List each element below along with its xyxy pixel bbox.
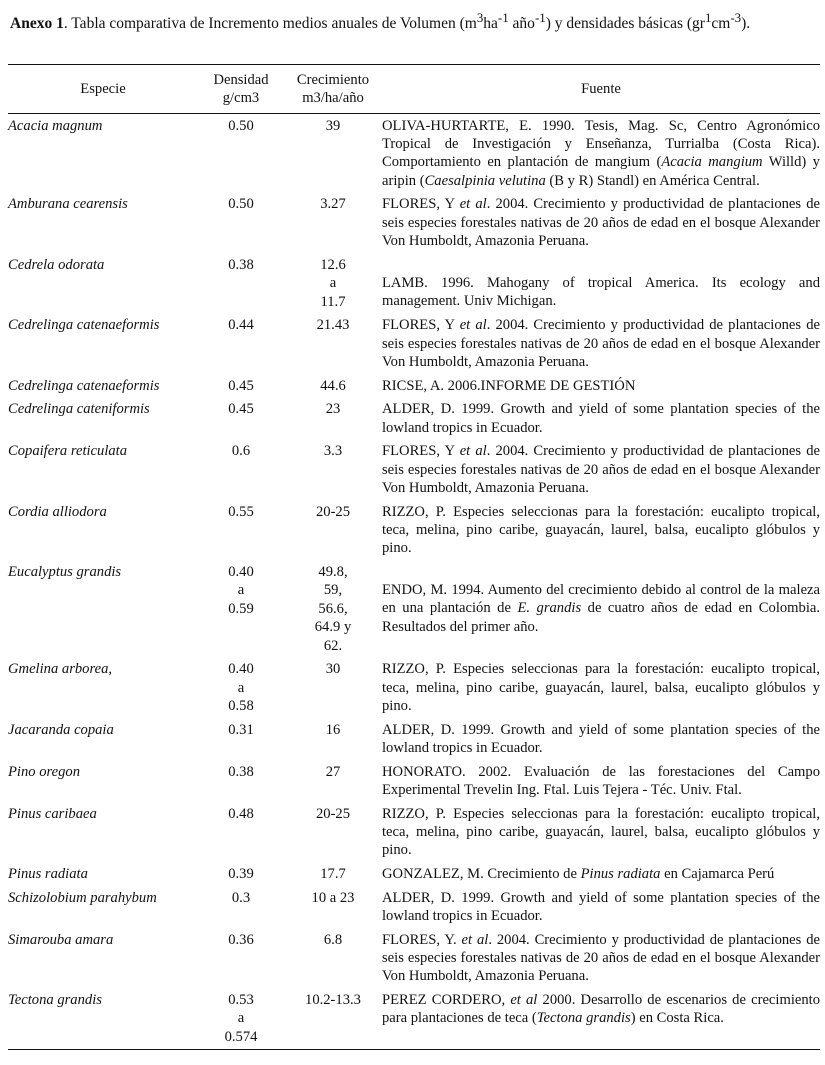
cell-especie: Cedrelinga cateniformis bbox=[8, 401, 150, 418]
caption-sup: 3 bbox=[476, 10, 484, 25]
table-row bbox=[8, 193, 820, 253]
crecimiento-value: 17.7 bbox=[320, 866, 346, 883]
header-fuente-label: Fuente bbox=[581, 80, 621, 97]
cell-densidad bbox=[198, 440, 284, 500]
densidad-value: 0.45 bbox=[228, 401, 254, 418]
densidad-value: a bbox=[237, 582, 245, 599]
cell-densidad bbox=[198, 500, 284, 560]
fuente-text: FLORES, Y bbox=[382, 196, 460, 213]
fuente-text: ENDO, M. 1994. Aumento del crecimiento debido al control de la maleza en una plantación de bbox=[382, 582, 820, 617]
cell-fuente bbox=[382, 193, 820, 253]
table-row bbox=[8, 760, 820, 802]
cell-densidad bbox=[198, 928, 284, 988]
fuente-text: FLORES, Y. bbox=[382, 931, 462, 948]
crecimiento-value: 59, bbox=[323, 582, 343, 599]
caption-sup: -3 bbox=[730, 10, 742, 25]
crecimiento-value: a bbox=[329, 275, 337, 292]
cell-densidad bbox=[198, 988, 284, 1049]
fuente-italic-text: et al bbox=[459, 317, 487, 334]
cell-especie: Pino oregon bbox=[8, 763, 81, 780]
table-row bbox=[8, 886, 820, 928]
header-densidad bbox=[198, 65, 284, 114]
fuente-italic-text: et al bbox=[461, 931, 489, 948]
table-header-row bbox=[8, 65, 820, 114]
densidad-value: 0.3 bbox=[231, 889, 251, 906]
densidad-value: 0.59 bbox=[228, 600, 254, 617]
cell-densidad bbox=[198, 886, 284, 928]
cell-especie: Simarouba amara bbox=[8, 931, 114, 948]
densidad-value: 0.45 bbox=[228, 377, 254, 394]
header-densidad-unit: g/cm3 bbox=[222, 90, 260, 106]
densidad-value: 0.53 bbox=[228, 992, 254, 1009]
table-row bbox=[8, 500, 820, 560]
table-row bbox=[8, 253, 820, 313]
cell-crecimiento bbox=[284, 500, 382, 560]
fuente-text: HONORATO. 2002. Evaluación de las forestaciones del Campo Experimental Trevelin Ing. Ftal. Luis Tejera - Téc. Univ. Ftal. bbox=[382, 763, 820, 799]
cell-fuente bbox=[382, 253, 820, 313]
fuente-spacer bbox=[382, 563, 820, 581]
fuente-italic-text: et al bbox=[510, 992, 538, 1009]
cell-especie: Cedrelinga catenaeformis bbox=[8, 377, 160, 394]
crecimiento-value: 16 bbox=[325, 721, 341, 738]
header-especie-label: Especie bbox=[80, 80, 126, 97]
table-row bbox=[8, 440, 820, 500]
cell-fuente bbox=[382, 802, 820, 862]
fuente-italic-text: E. grandis bbox=[517, 600, 582, 617]
cell-crecimiento bbox=[284, 886, 382, 928]
table-row bbox=[8, 374, 820, 398]
caption-sup: -1 bbox=[497, 10, 509, 25]
crecimiento-value: 20-25 bbox=[315, 805, 351, 822]
densidad-value: 0.50 bbox=[228, 117, 254, 134]
table-row bbox=[8, 988, 820, 1049]
fuente-text: RIZZO, P. Especies seleccionas para la forestación: eucalipto tropical, teca, melina, pino caribe, guayacán, laurel, balsa, eucalipto glóbulos y pino. bbox=[382, 661, 820, 715]
table-body bbox=[8, 114, 820, 1050]
cell-fuente bbox=[382, 862, 820, 886]
cell-densidad bbox=[198, 114, 284, 193]
cell-fuente bbox=[382, 314, 820, 374]
cell-densidad bbox=[198, 560, 284, 657]
fuente-italic-text: Acacia mangium bbox=[661, 154, 763, 171]
cell-fuente bbox=[382, 114, 820, 193]
fuente-text: FLORES, Y bbox=[382, 443, 460, 460]
densidad-value: 0.38 bbox=[228, 256, 254, 273]
crecimiento-value: 23 bbox=[325, 401, 341, 418]
fuente-text: OLIVA-HURTARTE, E. 1990. Tesis, Mag. Sc, Centro Agronómico Tropical de Investigación y Enseñanza, Turrialba (Costa Rica). Comportamiento en plantación de mangium ( bbox=[382, 117, 820, 171]
caption-label: Anexo 1 bbox=[10, 15, 64, 33]
comparison-table bbox=[8, 64, 820, 1050]
fuente-text: GONZALEZ, M. Crecimiento de bbox=[382, 866, 581, 883]
fuente-spacer bbox=[382, 256, 820, 274]
header-crecimiento bbox=[284, 65, 382, 114]
densidad-value: a bbox=[237, 1010, 245, 1027]
fuente-text: . 2004. Crecimiento y productividad de plantaciones de seis especies forestales nativas de 20 años de edad en el bosque Alexander Von Humboldt, Amazonia Peruana. bbox=[382, 931, 820, 985]
crecimiento-value: 12.6 bbox=[320, 256, 346, 273]
fuente-text: FLORES, Y bbox=[382, 317, 460, 334]
cell-densidad bbox=[198, 193, 284, 253]
crecimiento-value: 56.6, bbox=[318, 600, 348, 617]
densidad-value: 0.55 bbox=[228, 503, 254, 520]
cell-fuente bbox=[382, 928, 820, 988]
cell-especie: Cedrela odorata bbox=[8, 256, 105, 273]
cell-fuente bbox=[382, 658, 820, 718]
cell-especie: Cedrelinga catenaeformis bbox=[8, 317, 160, 334]
fuente-text: PEREZ CORDERO, bbox=[382, 992, 511, 1009]
densidad-value: 0.574 bbox=[224, 1028, 258, 1045]
caption-text: año bbox=[508, 15, 535, 33]
cell-densidad bbox=[198, 398, 284, 440]
cell-especie: Copaifera reticulata bbox=[8, 443, 128, 460]
table-row bbox=[8, 114, 820, 193]
cell-crecimiento bbox=[284, 988, 382, 1049]
cell-fuente bbox=[382, 398, 820, 440]
cell-fuente bbox=[382, 374, 820, 398]
fuente-italic-text: Caesalpinia velutina bbox=[424, 172, 546, 189]
cell-densidad bbox=[198, 862, 284, 886]
cell-crecimiento bbox=[284, 193, 382, 253]
densidad-value: 0.36 bbox=[228, 931, 254, 948]
caption-sup: -1 bbox=[534, 10, 546, 25]
cell-densidad bbox=[198, 314, 284, 374]
fuente-text: LAMB. 1996. Mahogany of tropical America. Its ecology and management. Univ Michigan. bbox=[382, 274, 820, 310]
crecimiento-value: 30 bbox=[325, 661, 341, 678]
header-crecimiento-unit: m3/ha/año bbox=[302, 90, 364, 106]
cell-crecimiento bbox=[284, 658, 382, 718]
cell-especie: Schizolobium parahybum bbox=[8, 889, 157, 906]
cell-crecimiento bbox=[284, 560, 382, 657]
cell-especie: Acacia magnum bbox=[8, 117, 103, 134]
table-row bbox=[8, 560, 820, 657]
cell-crecimiento bbox=[284, 374, 382, 398]
cell-especie: Cordia alliodora bbox=[8, 503, 107, 520]
fuente-text: RICSE, A. 2006.INFORME DE GESTIÓN bbox=[382, 377, 636, 394]
densidad-value: 0.48 bbox=[228, 805, 254, 822]
cell-crecimiento bbox=[284, 802, 382, 862]
densidad-value: 0.31 bbox=[228, 721, 254, 738]
cell-crecimiento bbox=[284, 718, 382, 760]
fuente-text: 2000. Desarrollo de escenarios de crecimiento para plantaciones de teca ( bbox=[382, 992, 820, 1027]
densidad-value: 0.44 bbox=[228, 317, 254, 334]
fuente-text: . 2004. Crecimiento y productividad de plantaciones de seis especies forestales nativas de 20 años de edad en el bosque Alexander Von Humboldt, Amazonia Peruana. bbox=[382, 443, 820, 497]
densidad-value: 0.6 bbox=[231, 443, 251, 460]
densidad-value: 0.58 bbox=[228, 698, 254, 715]
cell-especie: Gmelina arborea, bbox=[8, 661, 113, 678]
caption-text: ). bbox=[741, 15, 751, 33]
table-row bbox=[8, 862, 820, 886]
cell-densidad bbox=[198, 658, 284, 718]
cell-densidad bbox=[198, 760, 284, 802]
fuente-text: de cuatro años de edad en Colombia. Resultados del primer año. bbox=[382, 600, 821, 635]
crecimiento-value: 3.3 bbox=[323, 443, 343, 460]
header-densidad-label: Densidad bbox=[213, 71, 269, 88]
cell-especie: Pinus radiata bbox=[8, 866, 88, 883]
crecimiento-value: 64.9 y bbox=[314, 619, 352, 636]
crecimiento-value: 27 bbox=[325, 763, 341, 780]
table-caption bbox=[10, 4, 818, 38]
crecimiento-value: 10.2-13.3 bbox=[305, 992, 361, 1009]
cell-densidad bbox=[198, 802, 284, 862]
crecimiento-value: 20-25 bbox=[315, 503, 351, 520]
cell-especie: Jacaranda copaia bbox=[8, 721, 114, 738]
header-especie bbox=[8, 65, 198, 114]
crecimiento-value: 49.8, bbox=[318, 564, 348, 581]
densidad-value: a bbox=[237, 679, 245, 696]
caption-text: cm bbox=[711, 15, 731, 33]
fuente-text: ALDER, D. 1999. Growth and yield of some plantation species of the lowland tropics in Ecuador. bbox=[382, 721, 820, 757]
cell-fuente bbox=[382, 760, 820, 802]
crecimiento-value: 44.6 bbox=[320, 377, 346, 394]
cell-fuente bbox=[382, 500, 820, 560]
crecimiento-value: 39 bbox=[325, 117, 341, 134]
table-row bbox=[8, 928, 820, 988]
caption-text: . Tabla comparativa de Incremento medios anuales de Volumen (m bbox=[63, 15, 477, 33]
cell-crecimiento bbox=[284, 760, 382, 802]
cell-fuente bbox=[382, 560, 820, 657]
cell-fuente bbox=[382, 718, 820, 760]
fuente-italic-text: Tectona grandis bbox=[536, 1010, 631, 1027]
cell-crecimiento bbox=[284, 398, 382, 440]
densidad-value: 0.39 bbox=[228, 866, 254, 883]
fuente-italic-text: et al bbox=[459, 196, 487, 213]
densidad-value: 0.38 bbox=[228, 763, 254, 780]
cell-fuente bbox=[382, 886, 820, 928]
fuente-text: ALDER, D. 1999. Growth and yield of some plantation species of the lowland tropics in Ecuador. bbox=[382, 401, 820, 436]
cell-especie: Tectona grandis bbox=[8, 992, 102, 1009]
cell-densidad bbox=[198, 374, 284, 398]
fuente-italic-text: Pinus radiata bbox=[580, 866, 661, 883]
cell-densidad bbox=[198, 718, 284, 760]
densidad-value: 0.50 bbox=[228, 196, 254, 213]
fuente-text: (B y R) Standl) en América Central. bbox=[545, 172, 760, 189]
caption-text: ha bbox=[483, 15, 498, 33]
table-row bbox=[8, 398, 820, 440]
header-crecimiento-label: Crecimiento bbox=[296, 71, 370, 88]
fuente-text: . 2004. Crecimiento y productividad de plantaciones de seis especies forestales nativas de 20 años de edad en el bosque Alexander Von Humboldt, Amazonia Peruana. bbox=[382, 196, 820, 250]
cell-crecimiento bbox=[284, 314, 382, 374]
cell-especie: Eucalyptus grandis bbox=[8, 564, 122, 581]
table-row bbox=[8, 718, 820, 760]
crecimiento-value: 62. bbox=[323, 637, 343, 654]
crecimiento-value: 10 a 23 bbox=[311, 889, 355, 906]
cell-crecimiento bbox=[284, 114, 382, 193]
fuente-text: . 2004. Crecimiento y productividad de plantaciones de seis especies forestales nativas de 20 años de edad en el bosque Alexander Von Humboldt, Amazonia Peruana. bbox=[382, 317, 820, 371]
crecimiento-value: 21.43 bbox=[316, 317, 350, 334]
fuente-text: ) en Costa Rica. bbox=[630, 1010, 724, 1027]
cell-crecimiento bbox=[284, 928, 382, 988]
densidad-value: 0.40 bbox=[228, 661, 254, 678]
table-row bbox=[8, 802, 820, 862]
cell-especie: Pinus caribaea bbox=[8, 805, 97, 822]
fuente-italic-text: et al bbox=[459, 443, 487, 460]
caption-sup: 1 bbox=[704, 10, 712, 25]
table-row bbox=[8, 314, 820, 374]
caption-text: ) y densidades básicas (gr bbox=[545, 15, 705, 33]
header-fuente bbox=[382, 65, 820, 114]
cell-fuente bbox=[382, 440, 820, 500]
densidad-value: 0.40 bbox=[228, 564, 254, 581]
crecimiento-value: 6.8 bbox=[323, 931, 343, 948]
fuente-text: en Cajamarca Perú bbox=[660, 866, 775, 883]
table-row bbox=[8, 658, 820, 718]
cell-fuente bbox=[382, 988, 820, 1049]
fuente-text: Willd) y aripin ( bbox=[382, 154, 820, 189]
cell-especie: Amburana cearensis bbox=[8, 196, 128, 213]
crecimiento-value: 3.27 bbox=[320, 196, 346, 213]
fuente-text: ALDER, D. 1999. Growth and yield of some plantation species of the lowland tropics in Ecuador. bbox=[382, 889, 820, 925]
cell-crecimiento bbox=[284, 253, 382, 313]
fuente-text: RIZZO, P. Especies seleccionas para la forestación: eucalipto tropical, teca, melina, pino caribe, guayacán, laurel, balsa, eucalipto glóbulos y pino. bbox=[382, 503, 820, 557]
cell-densidad bbox=[198, 253, 284, 313]
cell-crecimiento bbox=[284, 440, 382, 500]
fuente-text: RIZZO, P. Especies seleccionas para la forestación: eucalipto tropical, teca, melina, pino caribe, guayacán, laurel, balsa, eucalipto glóbulos y pino. bbox=[382, 805, 820, 859]
crecimiento-value: 11.7 bbox=[320, 293, 346, 310]
cell-crecimiento bbox=[284, 862, 382, 886]
